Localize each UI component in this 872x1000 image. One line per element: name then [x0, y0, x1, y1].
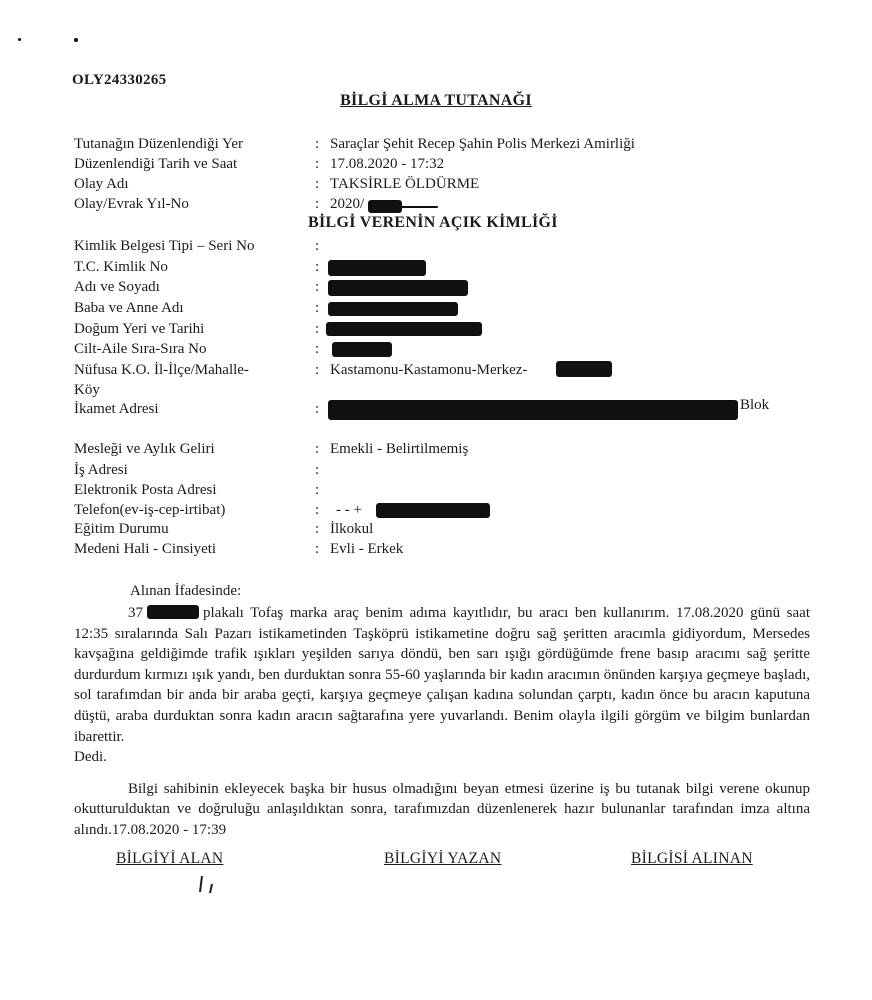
colon: : [315, 321, 320, 337]
redaction-bar [328, 280, 468, 296]
statement-paragraph [74, 603, 810, 768]
document-title: BİLGİ ALMA TUTANAĞI [340, 92, 532, 109]
colon: : [315, 279, 320, 295]
scan-speck [74, 38, 78, 42]
colon: : [315, 136, 320, 152]
field-value-event: TAKSİRLE ÖLDÜRME [330, 176, 480, 192]
field-value-datetime: 17.08.2020 - 17:32 [330, 156, 445, 172]
signature-writer: BİLGİYİ YAZAN [384, 850, 502, 867]
field-label-name: Adı ve Soyadı [74, 279, 160, 295]
signature-taker: BİLGİYİ ALAN [116, 850, 224, 867]
field-label-tc-no: T.C. Kimlik No [74, 259, 168, 275]
field-label-registered-place: Nüfusa K.O. İl-İlçe/Mahalle- [74, 362, 249, 378]
redaction-bar [147, 605, 199, 619]
field-label-occupation: Mesleği ve Aylık Geliri [74, 441, 215, 457]
colon: : [315, 156, 320, 172]
field-label-address: İkamet Adresi [74, 401, 159, 417]
signature-giver: BİLGİSİ ALINAN [631, 850, 753, 867]
field-value-education: İlkokul [330, 521, 374, 537]
colon: : [315, 521, 320, 537]
field-label-id-type: Kimlik Belgesi Tipi – Seri No [74, 238, 255, 254]
field-label-birth: Doğum Yeri ve Tarihi [74, 321, 205, 337]
field-label-registry: Cilt-Aile Sıra-Sıra No [74, 341, 207, 357]
colon: : [315, 238, 320, 254]
field-label-registered-place-2: Köy [74, 382, 100, 398]
field-label-marital: Medeni Hali - Cinsiyeti [74, 541, 217, 557]
field-value-address: Blok [740, 397, 770, 413]
statement-intro: Alınan İfadesinde: [130, 583, 242, 599]
statement-body [74, 603, 810, 841]
colon: : [315, 482, 320, 498]
plate-prefix: 37 [128, 605, 143, 621]
field-value-occupation: Emekli - Belirtilmemiş [330, 441, 469, 457]
scan-speck [18, 38, 21, 41]
colon: : [315, 196, 320, 212]
field-label-email: Elektronik Posta Adresi [74, 482, 217, 498]
redaction-bar [328, 260, 426, 276]
redaction-bar [556, 361, 612, 377]
document-number: OLY24330265 [72, 72, 167, 88]
colon: : [315, 462, 320, 478]
field-value-marital: Evli - Erkek [330, 541, 404, 557]
colon: : [315, 401, 320, 417]
colon: : [315, 362, 320, 378]
field-value-phone: - - + [336, 502, 362, 518]
field-label-parents: Baba ve Anne Adı [74, 300, 184, 316]
field-label-place: Tutanağın Düzenlendiği Yer [74, 136, 244, 152]
colon: : [315, 502, 320, 518]
colon: : [315, 176, 320, 192]
section-title: BİLGİ VERENİN AÇIK KİMLİĞİ [308, 214, 558, 231]
colon: : [315, 341, 320, 357]
field-value-place: Saraçlar Şehit Recep Şahin Polis Merkezi Amirliği [330, 136, 635, 152]
redaction-bar [328, 302, 458, 316]
statement-text: plakalı Tofaş marka araç benim adıma kayıtlıdır, bu aracı ben kullanırım. 17.08.2020 günü saat 12:35 sıralarında Salı Pazarı istikametinden Taşköprü istikametine doğru sağ şeritten aracımla gidiyordum, Mersedes kavşağına geldiğimde trafik ışıkları yeşilden sarıya döndü, ben sarı ışığı gördüğümde frene basıp aracımı sağ şeritte durdurdum kırmızı ışık yandı, ben durduktan sonra 55-60 yaşlarında bir kadın aracımın önünden karşıya geçmeye başladı, sol tarafımdan bir anda bir araba geçti, karşıya geçmeye çalışan kadına solundan çarptı, kadın önce bu aracın kaputuna düştü, araba durduktan sonra kadın aracın sağtarafına yere yuvarlandı. Benim olayla ilgili görgüm ve bilgim bunlardan ibarettir. [74, 605, 810, 745]
field-value-registered-place: Kastamonu-Kastamonu-Merkez- [330, 362, 528, 378]
redaction-bar [328, 400, 738, 420]
field-label-event: Olay Adı [74, 176, 129, 192]
redaction-line [400, 206, 438, 208]
redaction-bar [332, 342, 392, 357]
colon: : [315, 541, 320, 557]
field-label-work-address: İş Adresi [74, 462, 128, 478]
colon: : [315, 259, 320, 275]
redaction-bar [376, 503, 490, 518]
field-label-education: Eğitim Durumu [74, 521, 169, 537]
colon: : [315, 300, 320, 316]
field-label-file-no: Olay/Evrak Yıl-No [74, 196, 189, 212]
colon: : [315, 441, 320, 457]
signature-mark [196, 872, 226, 896]
redaction-bar [368, 200, 402, 213]
field-value-file-no: 2020/ [330, 196, 365, 212]
statement-end: Dedi. [74, 749, 107, 766]
field-label-phone: Telefon(ev-iş-cep-irtibat) [74, 502, 226, 518]
redaction-bar [326, 322, 482, 336]
field-label-datetime: Düzenlendiği Tarih ve Saat [74, 156, 238, 172]
closing-paragraph: Bilgi sahibinin ekleyecek başka bir husus olmadığını beyan etmesi üzerine iş bu tutanak bilgi verene okunup okutturulduktan ve doğruluğu anlaşıldıktan sonra, tarafımızdan düzenlenerek hazır bulunanlar tarafından imza altına alındı.17.08.2020 - 17:39 [74, 780, 810, 838]
